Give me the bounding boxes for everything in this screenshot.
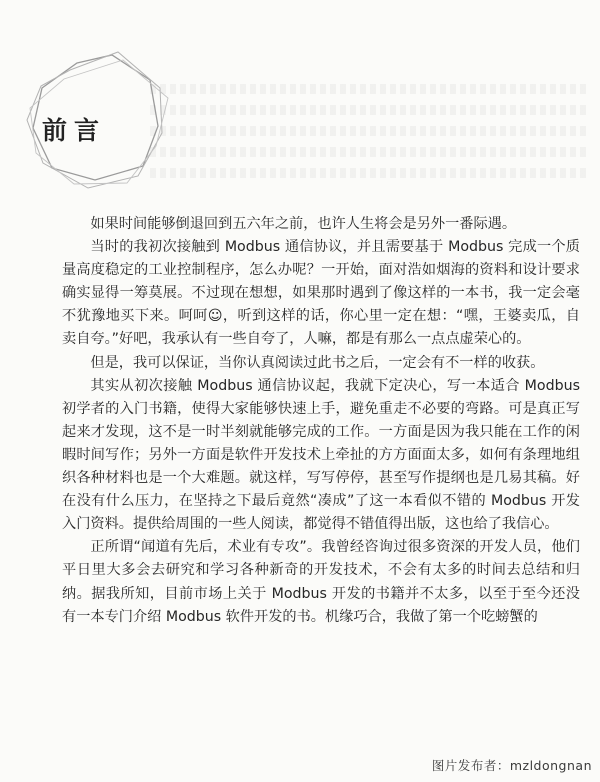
octagon-ornament-icon — [0, 0, 220, 205]
paragraph: 但是，我可以保证，当你认真阅读过此书之后，一定会有不一样的收获。 — [90, 354, 545, 371]
paragraph: 正所谓“闻道有先后，术业有专攻”。我曾经咨询过很多资深的开发人员，他们平日里大多会去研究和学习各种新奇的开发技术，不会有太多的时间去总结和归纳。据我所知，目前市场上关于 Modbus 开发的书籍并不太多，以至于至今还没有一本专门介绍 Modbus 软件开发的书。机缘巧合，我做了第一个吃螃蟹的 — [62, 539, 580, 625]
body-text — [62, 213, 580, 629]
paragraph: 如果时间能够倒退回到五六年之前，也许人生将会是另外一番际遇。 — [90, 216, 517, 232]
paragraph: 其实从初次接触 Modbus 通信协议起，我就下定决心，写一本适合 Modbus 初学者的入门书籍，使得大家能够快速上手，避免重走不必要的弯路。可是真正写起来才发现，这不是一时半刻就能够完成的工作。一方面是因为我只能在工作的闲暇时间写作；另外一方面是软件开发技术上牵扯的方方面面太多，如何有条理地组织各种材料也是一个大难题。就这样，写写停停，甚至写作提纲也是几易其稿。好在没有什么压力，在坚持之下最后竟然“凑成”了这一本看似不错的 Modbus 开发入门资料。提供给周围的一些人阅读，都觉得不错值得出版，这也给了我信心。 — [62, 377, 580, 533]
paragraph: 当时的我初次接触到 Modbus 通信协议，并且需要基于 Modbus 完成一个质量高度稳定的工业控制程序，怎么办呢？一开始，面对浩如烟海的资料和设计要求确实显得一筹莫展。不过现在想想，如果那时遇到了像这样的一本书，我一定会毫不犹豫地买下来。呵呵☺，听到这样的话，你心里一定在想：“嘿，王婆卖瓜，自卖自夸。”好吧，我承认有一些自夸了，人嘛，都是有那么一点点虚荣心的。 — [62, 239, 580, 348]
publisher-watermark: 图片发布者：mzldongnan — [431, 758, 592, 773]
page-title: 前言 — [42, 116, 107, 145]
